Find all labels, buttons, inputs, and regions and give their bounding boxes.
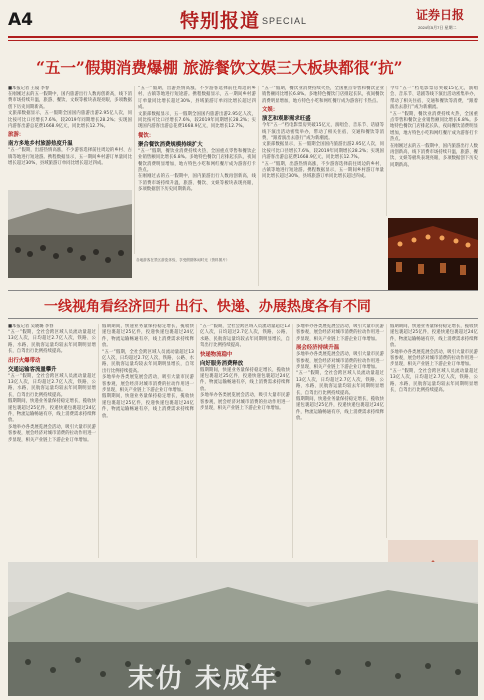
article1-sec2-text-cont: “五一”假期，餐饮业消费持续火热，全国重点零售和餐饮企业销售额同比增长6.8%。多地特色餐饮门店排起长队，夜间餐饮消费明显增加，地方特色小吃和网红餐厅成为游客打卡热点。 xyxy=(262,86,384,104)
article2-sec2-text: 假期期间，快递业务量保持稳定增长，揽收快递包裹超过25亿件，投递快递包裹超过24亿件，物流运输畅通有序，线上消费需求持续释放。 xyxy=(200,367,290,392)
column-divider xyxy=(98,324,99,558)
article2-sub3: 展会经济持续升温 xyxy=(296,345,340,352)
article1-sec1-text: “五一”假期，出游热情高涨，不少游客选择前往周边的乡村、古镇等地进行短途游。携程数据显示，五一期间乡村游订单量同比增长超过30%，县域旅游订单同比增长超过四成。 xyxy=(8,148,132,167)
article2-sub2: 快递物流稳中 xyxy=(200,351,233,358)
header-rule-thin xyxy=(8,40,478,41)
newspaper-brand-logo: 证券日报 xyxy=(416,8,465,22)
article1-col2 xyxy=(138,86,256,254)
article1-col1 xyxy=(8,86,132,186)
article1-lead-2: 文旅部数据显示，五一假期全国国内旅游出游2.95亿人次，同比按可比口径增长7.6%，较2019年同期增长28.2%；实现国内游客出游总花费1668.9亿元，同比增长12.7%。 xyxy=(8,111,132,130)
issue-date: 2024年5月7日 星期二 xyxy=(418,25,457,30)
section-title: 特别报道 xyxy=(180,10,261,32)
column-divider xyxy=(292,324,293,558)
article2-sub2b: 向好服务消费释放 xyxy=(200,360,244,367)
article2-headline: 一线视角看经济回升 出行、快递、办展热度各有不同 xyxy=(44,299,371,315)
article2-col4 xyxy=(296,324,384,558)
article2-col2 xyxy=(102,324,194,558)
column-divider xyxy=(258,86,259,286)
article2-sub1b: 交通运输客流量攀升 xyxy=(8,366,57,373)
article1-sub1b: 南方多地乡村旅游热度升温 xyxy=(8,141,73,148)
article1-col4 xyxy=(390,86,478,216)
article1-col4-text3: 在刚刚过去的五一假期中，国内旅游出行人数再创新高，线下消费市场持续升温，旅游、餐饮、文娱等板块表现亮眼，多项数据创下历史同期新高。 xyxy=(390,143,478,168)
article1-sec1-text-cont: “五一”假期，出游热情高涨，不少游客选择前往周边的乡村、古镇等地进行短途游。携程数据显示，五一期间乡村游订单量同比增长超过30%，县域旅游订单同比增长超过四成。 xyxy=(138,86,256,111)
article2-col5-text1: 假期期间，快递业务量保持稳定增长，揽收快递包裹超过25亿件，投递快递包裹超过24亿件，物流运输畅通有序，线上消费需求持续释放。 xyxy=(390,324,478,349)
lantern-street-photo xyxy=(388,218,478,290)
section-divider xyxy=(8,318,478,319)
page-number: A4 xyxy=(8,10,33,30)
article2-col2-text1: 假期期间，快递业务量保持稳定增长，揽收快递包裹超过25亿件，投递快递包裹超过24亿件，物流运输畅通有序，线上消费需求持续释放。 xyxy=(102,324,194,349)
article2-sub1: 出行火爆带动 xyxy=(8,357,41,364)
article2-sec3-text: 多地举办各类展览展会活动，吸引大量市民游客参观，展会经济对城市消费的拉动作用进一步显现，相关产业链上下游企业订单增加。 xyxy=(296,352,384,371)
section-divider xyxy=(8,290,478,291)
column-divider xyxy=(386,86,387,216)
article1-sec3-text: 今年“五一”档电影票房突破15亿元，演唱会、音乐节、话剧等线下演出活动密集举办，带动了相关住宿、交通和餐饮等消费，“跟着演出去旅行”成为新潮流。 xyxy=(262,123,384,142)
article2-col2-text2: “五一”假期，全社会跨区域人员流动量超过13亿人次，日均超过2.7亿人次，铁路、公路、水路、民航客运量均较去年同期明显增长，自驾出行比例持续提高。 xyxy=(102,349,194,374)
article1-sub1: 旅游： xyxy=(8,132,25,139)
article1-sec3-text-more: 文旅部数据显示，五一假期全国国内旅游出游2.95亿人次，同比按可比口径增长7.6%，较2019年同期增长28.2%；实现国内游客出游总花费1668.9亿元，同比增长12.7%。 xyxy=(262,142,384,161)
article1-col4-text2: “五一”假期，餐饮业消费持续火热，全国重点零售和餐饮企业销售额同比增长6.8%。多地特色餐饮门店排起长队，夜间餐饮消费明显增加，地方特色小吃和网红餐厅成为游客打卡热点。 xyxy=(390,111,478,143)
article2-sec1-text: “五一”假期，全社会跨区域人员流动量超过13亿人次，日均超过2.7亿人次，铁路、公路、水路、民航客运量均较去年同期明显增长，自驾出行比例持续提高。 xyxy=(8,373,96,398)
column-divider xyxy=(196,324,197,558)
article2-col2-text4: 假期期间，快递业务量保持稳定增长，揽收快递包裹超过25亿件，投递快递包裹超过24亿件，物流运输畅通有序，线上消费需求持续释放。 xyxy=(102,394,194,419)
article1-byline: ■本报记者 王镜 李春 xyxy=(8,86,50,91)
article1-photo-caption: 各地游客在景区游览体验，享受假期休闲时光（资料图片） xyxy=(136,258,230,262)
article2-col3-text1: “五一”假期，全社会跨区域人员流动量超过13亿人次，日均超过2.7亿人次，铁路、公路、水路、民航客运量均较去年同期明显增长，自驾出行比例持续提高。 xyxy=(200,324,290,349)
article1-sub3b: 演艺和观影需求旺盛 xyxy=(262,116,311,123)
article2-sec3-text-more2: 假期期间，快递业务量保持稳定增长，揽收快递包裹超过25亿件，投递快递包裹超过24亿件，物流运输畅通有序，线上消费需求持续释放。 xyxy=(296,397,384,422)
photo-overlay-text: 末仂 未成年 xyxy=(128,664,280,694)
article2-col3 xyxy=(200,324,290,558)
article2-col4-text1: 多地举办各类展览展会活动，吸引大量市民游客参观，展会经济对城市消费的拉动作用进一步显现，相关产业链上下游企业订单增加。 xyxy=(296,324,384,342)
article1-headline: “五一”假期消费爆棚 旅游餐饮文娱三大板块都很“抗” xyxy=(36,58,403,77)
article1-sec2-text-more: 在刚刚过去的五一假期中，国内旅游出行人数再创新高，线下消费市场持续升温，旅游、餐饮、文娱等板块表现亮眼，多项数据创下历史同期新高。 xyxy=(138,174,256,193)
header-rule xyxy=(8,36,478,38)
article1-lead-1: 在刚刚过去的五一假期中，国内旅游出行人数再创新高，线下消费市场持续升温，旅游、餐饮、文娱等板块表现亮眼，多项数据创下历史同期新高。 xyxy=(8,92,132,110)
article1-col4-text1: 今年“五一”档电影票房突破15亿元，演唱会、音乐节、话剧等线下演出活动密集举办，带动了相关住宿、交通和餐饮等消费，“跟着演出去旅行”成为新潮流。 xyxy=(390,86,478,111)
article1-night-photo xyxy=(388,218,478,290)
column-divider xyxy=(386,324,387,538)
article1-sub2b: 聚合餐饮消费规模持续扩大 xyxy=(138,141,203,148)
article1-sec2-text: “五一”假期，餐饮业消费持续火热，全国重点零售和餐饮企业销售额同比增长6.8%。多地特色餐饮门店排起长队，夜间餐饮消费明显增加，地方特色小吃和网红餐厅成为游客打卡热点。 xyxy=(138,148,256,174)
article2-sec1-text-more2: 多地举办各类展览展会活动，吸引大量市民游客参观，展会经济对城市消费的拉动作用进一步显现，相关产业链上下游企业订单增加。 xyxy=(8,424,96,443)
article2-col2-text3: 多地举办各类展览展会活动，吸引大量市民游客参观，展会经济对城市消费的拉动作用进一步显现，相关产业链上下游企业订单增加。 xyxy=(102,375,194,394)
article1-sec3-text-more2: “五一”假期，出游热情高涨，不少游客选择前往周边的乡村、古镇等地进行短途游。携程数据显示，五一期间乡村游订单量同比增长超过30%，县域旅游订单同比增长超过四成。 xyxy=(262,161,384,180)
article1-col3 xyxy=(262,86,384,286)
article1-sub2: 餐饮： xyxy=(138,132,155,139)
article2-byline: ■本报记者 吴晓璐 李春 xyxy=(8,324,54,329)
article2-col5-text2: 多地举办各类展览展会活动，吸引大量市民游客参观，展会经济对城市消费的拉动作用进一步显现，相关产业链上下游企业订单增加。 xyxy=(390,349,478,368)
article2-col5-text3: “五一”假期，全社会跨区域人员流动量超过13亿人次，日均超过2.7亿人次，铁路、公路、水路、民航客运量均较去年同期明显增长，自驾出行比例持续提高。 xyxy=(390,368,478,394)
article1-photo xyxy=(8,190,132,278)
crowd-street-photo xyxy=(8,190,132,278)
article2-intro: “五一”假期，全社会跨区域人员流动量超过13亿人次，日均超过2.7亿人次，铁路、公路、水路、民航客运量均较去年同期明显增长，自驾出行比例持续提高。 xyxy=(8,330,96,355)
column-divider xyxy=(134,86,135,254)
article2-col5 xyxy=(390,324,478,536)
article2-col1 xyxy=(8,324,96,558)
article2-sec1-text-more: 假期期间，快递业务量保持稳定增长，揽收快递包裹超过25亿件，投递快递包裹超过24亿件，物流运输畅通有序，线上消费需求持续释放。 xyxy=(8,399,96,424)
bottom-scenic-photo xyxy=(8,562,478,696)
article1-sub3: 文娱： xyxy=(262,107,279,114)
section-title-en: SPECIAL xyxy=(262,16,308,26)
article2-sec3-text-more: “五一”假期，全社会跨区域人员流动量超过13亿人次，日均超过2.7亿人次，铁路、公路、水路、民航客运量均较去年同期明显增长，自驾出行比例持续提高。 xyxy=(296,371,384,396)
article1-lead-1-cont: 文旅部数据显示，五一假期全国国内旅游出游2.95亿人次，同比按可比口径增长7.6%，较2019年同期增长28.2%；实现国内游客出游总花费1668.9亿元，同比增长12.7%。 xyxy=(138,111,256,130)
article2-sec2-text-more: 多地举办各类展览展会活动，吸引大量市民游客参观，展会经济对城市消费的拉动作用进一步显现，相关产业链上下游企业订单增加。 xyxy=(200,393,290,412)
